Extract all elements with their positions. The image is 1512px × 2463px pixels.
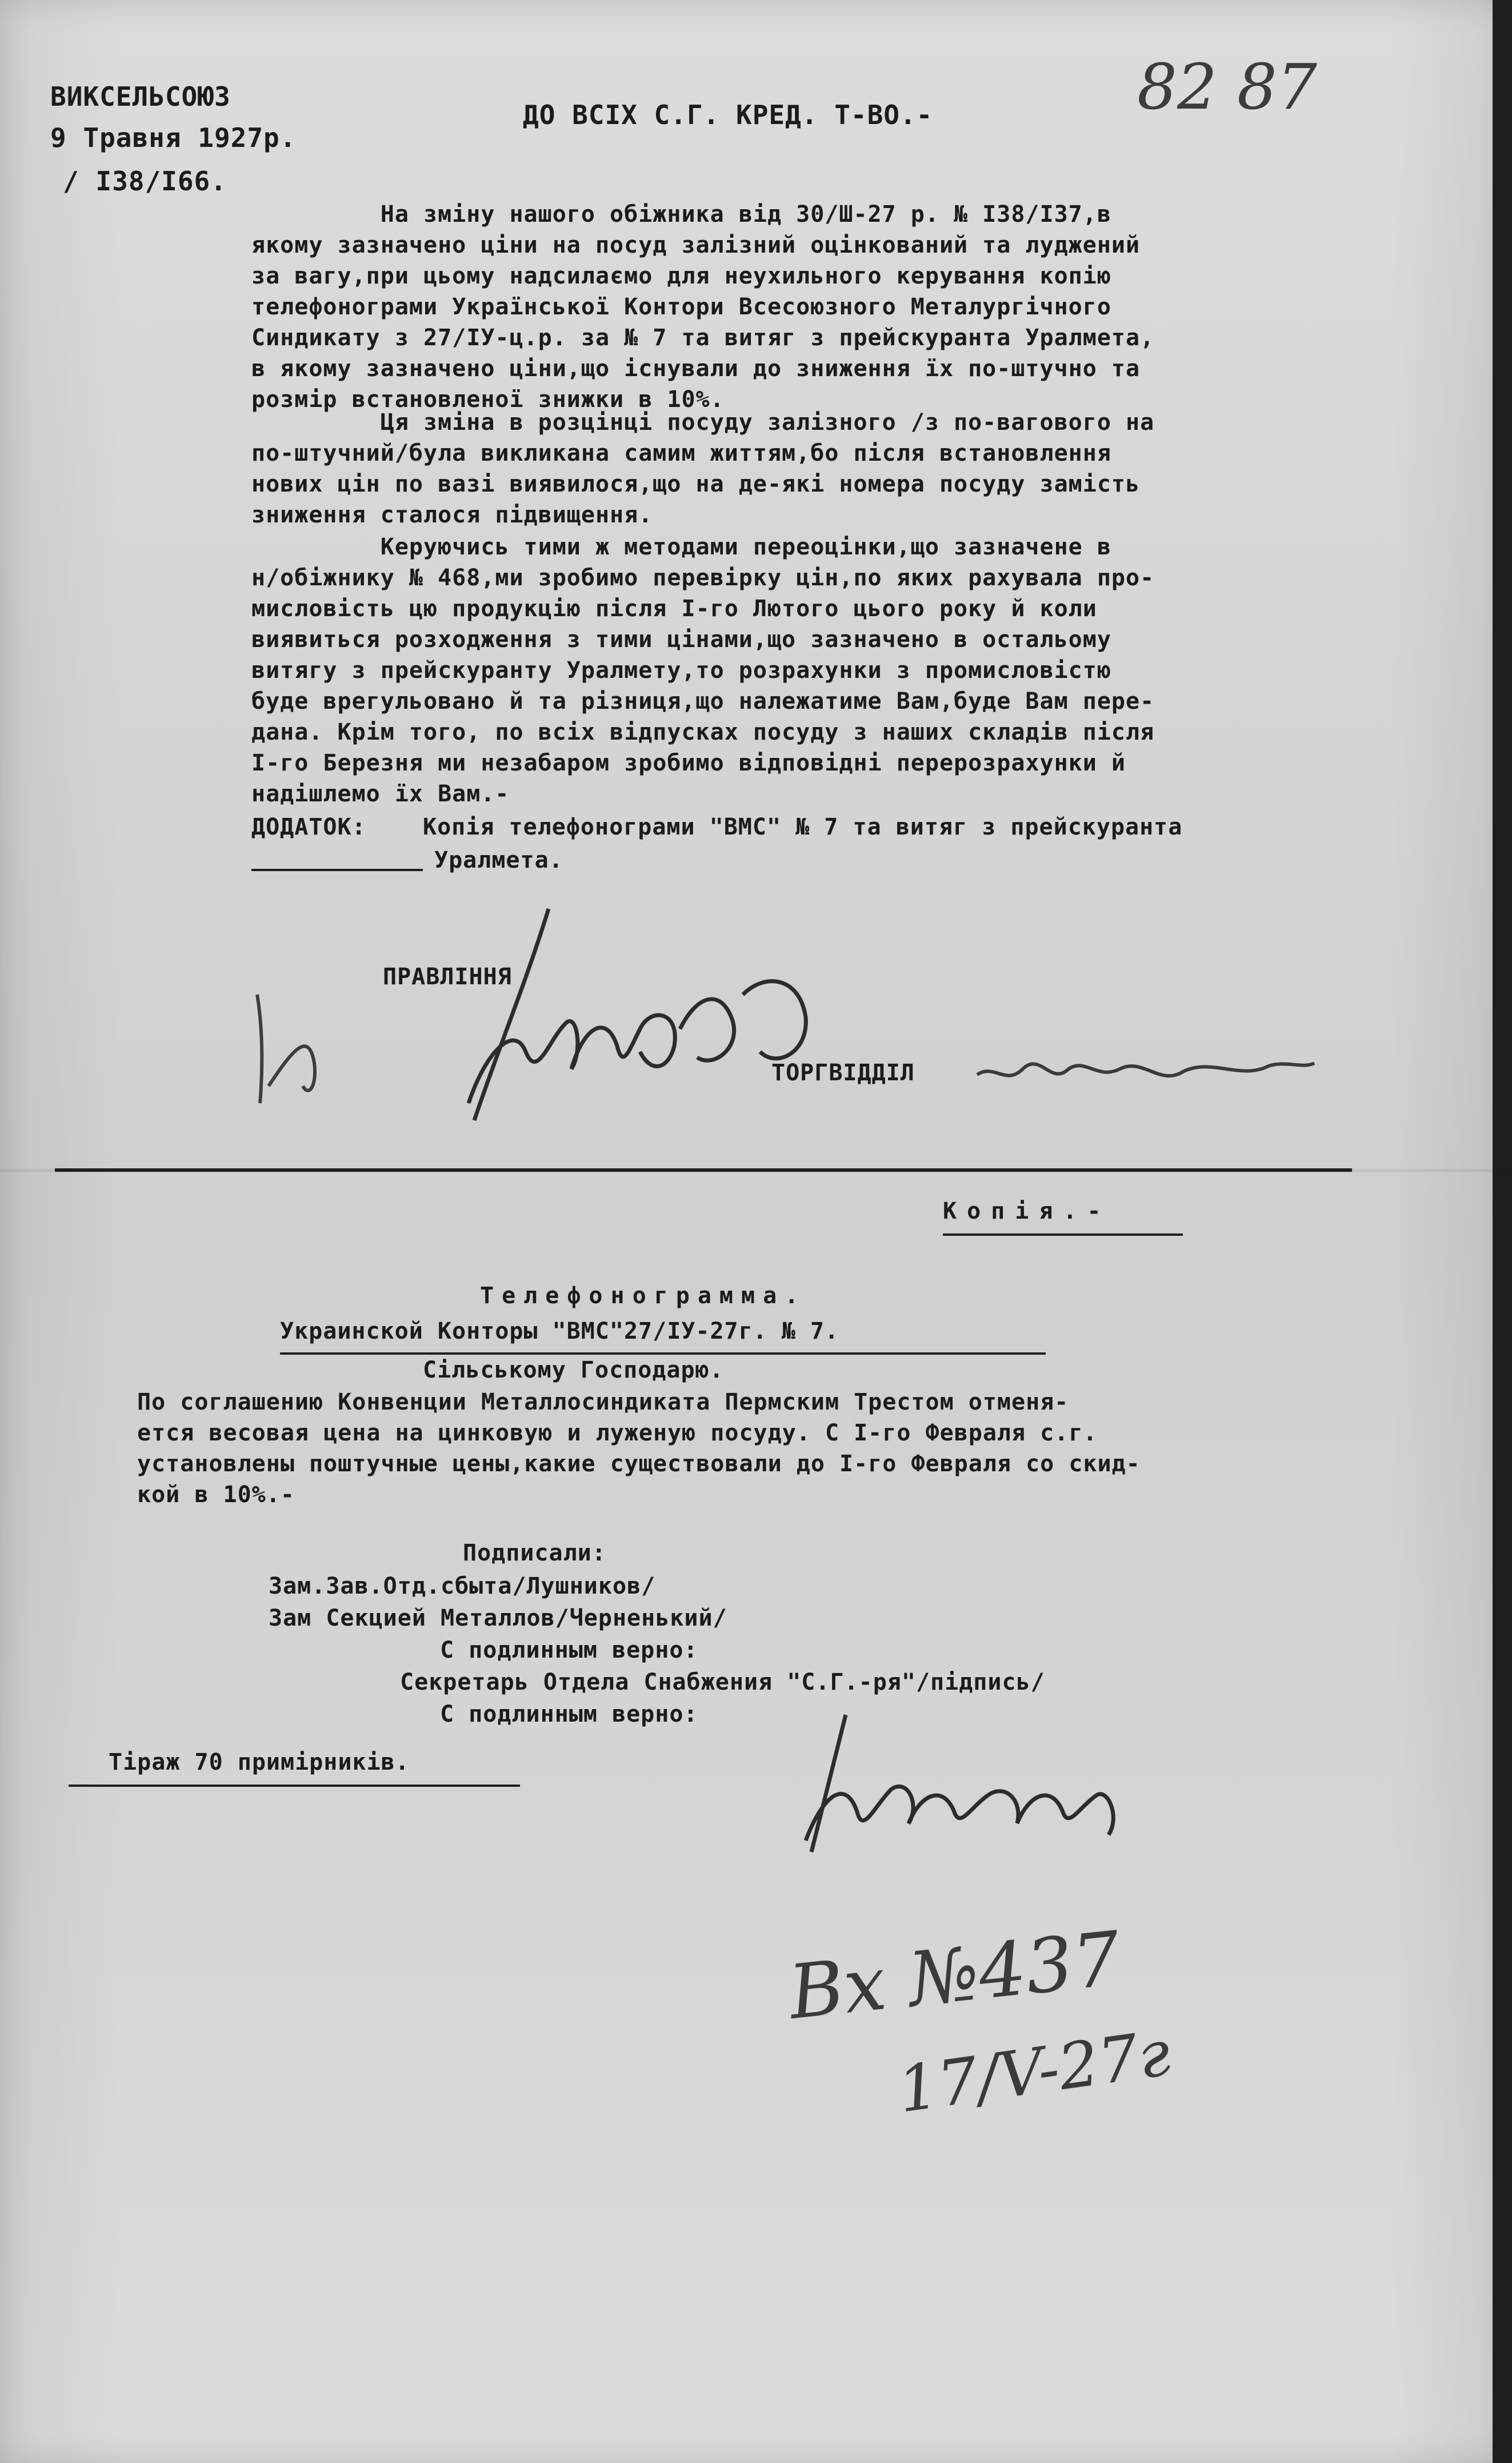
p3-line: виявиться розходження з тими цінами,що зазначено в остальому (251, 626, 1111, 653)
p1-line: в якому зазначено ціни,що існували до зниження їх по-штучно та (251, 356, 1141, 382)
p2-line: нових цін по вазі виявилося,що на де-які номера посуду замість (251, 471, 1141, 497)
telephonogram-body (137, 1387, 1141, 1510)
folio-marks: 82 87 (1137, 50, 1317, 123)
signed-label: Подписали: (463, 1540, 606, 1566)
signer-2: Зам Секцией Металлов/Черненький/ (269, 1605, 727, 1631)
p1-line: якому зазначено ціни на посуд залізний оцінкований та луджений (251, 232, 1141, 258)
certified-1: С подлинным верно: (440, 1637, 698, 1663)
p3-line: надішлемо їх Вам.- (251, 781, 510, 807)
scan-edge (1493, 0, 1512, 2463)
paragraph-2 (251, 407, 1154, 530)
tg-line: кой в 10%.- (137, 1482, 295, 1508)
attachment-text-2: Уралмета. (434, 847, 563, 873)
p3-line: I-го Березня ми незабаром зробимо відповідні перерозрахунки й (251, 750, 1126, 776)
telephonogram-title: Телефонограмма. (480, 1283, 807, 1309)
tg-line: ется весовая цена на цинковую и луженую посуду. С I-го Февраля с.г. (137, 1420, 1098, 1446)
incoming-date: 17/V-27г (893, 2016, 1175, 2127)
p3-line: буде врегульовано й та різниця,що належатиме Вам,буде Вам пере- (251, 688, 1155, 714)
certified-2: С подлинным верно: (440, 1701, 698, 1727)
certifying-signature (760, 1692, 1171, 1875)
section-divider (55, 1168, 1352, 1172)
p1-line: телефонограми Української Контори Всесоюзного Металургічного (251, 294, 1111, 320)
dept-label: ТОРГВІДДІЛ (771, 1060, 915, 1086)
print-run-underline (69, 1785, 520, 1787)
attachment-underline (251, 869, 423, 871)
p3-line: н/обіжнику № 468,ми зробимо перевірку цін,по яких рахувала про- (251, 565, 1155, 591)
secretary-line: Секретарь Отдела Снабжения "С.Г.-ря"/підпись/ (400, 1669, 1045, 1695)
board-signature (229, 880, 971, 1149)
attachment-text-1: Копія телефонограми "ВМС" № 7 та витяг з прейскуранта (423, 814, 1183, 840)
paragraph-3 (251, 532, 1154, 809)
p2-line: Ця зміна в розцінці посуду залізного /з по-вагового на (251, 409, 1155, 436)
letter-date: 9 Травня 1927р. (50, 122, 297, 153)
incoming-number: Вх №437 (785, 1915, 1125, 2036)
copy-underline (943, 1234, 1183, 1236)
p3-line: мисловість цю продукцію після I-го Лютого цього року й коли (251, 596, 1097, 622)
copy-label: Копія.- (943, 1198, 1111, 1224)
org-name: ВИКСЕЛЬСОЮЗ (50, 81, 231, 112)
signer-1: Зам.Зав.Отд.сбыта/Лушников/ (269, 1573, 656, 1599)
p1-line: розмір встановленої знижки в 10%. (251, 386, 725, 413)
attachment-label: ДОДАТОК: (251, 814, 366, 840)
p2-line: по-штучний/була викликана самим життям,бо після встановлення (251, 440, 1111, 466)
p3-line: витягу з прейскуранту Уралмету,то розрахунки з промисловістю (251, 657, 1111, 684)
paragraph-1 (251, 199, 1154, 415)
p2-line: зниження сталося підвищення. (251, 502, 653, 528)
telephonogram-recipient: Сільському Господарю. (423, 1357, 724, 1383)
p1-line: за вагу,при цьому надсилаємо для неухильного керування копію (251, 263, 1111, 289)
telephonogram-subtitle: Украинской Конторы "ВМС"27/ІУ-27г. № 7. (280, 1318, 839, 1344)
print-run: Тіраж 70 примірників. (109, 1749, 410, 1775)
tg-line: По соглашению Конвенции Металлосиндиката Пермским Трестом отменя- (137, 1389, 1069, 1415)
tg-line: установлены поштучные цены,какие существовали до I-го Февраля со скид- (137, 1451, 1141, 1477)
p1-line: На зміну нашого обіжника від 30/Ш-27 р. № I38/I37,в (251, 201, 1111, 227)
letter-ref: / I38/I66. (63, 166, 227, 197)
p1-line: Синдикату з 27/ІУ-ц.р. за № 7 та витяг з прейскуранта Уралмета, (251, 325, 1155, 351)
dept-signature (971, 1040, 1326, 1109)
p3-line: дана. Крім того, по всіх відпусках посуду з наших складів після (251, 719, 1155, 745)
board-label: ПРАВЛІННЯ (383, 964, 512, 990)
addressee: ДО ВСІХ С.Г. КРЕД. Т-ВО.- (523, 99, 933, 130)
p3-line: Керуючись тими ж методами переоцінки,що зазначене в (251, 534, 1111, 560)
